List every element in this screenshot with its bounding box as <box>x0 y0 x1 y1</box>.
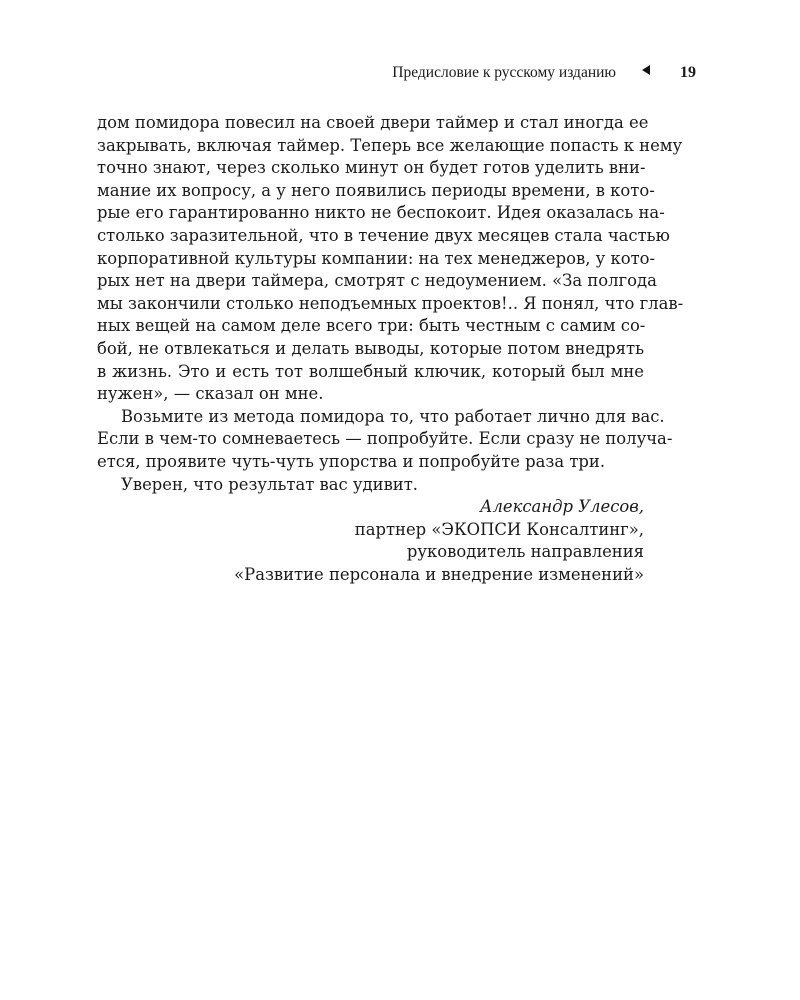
triangle-left-icon <box>642 65 650 75</box>
paragraph-2 <box>97 406 673 474</box>
text-line: рые его гарантированно никто не беспокоит. Идея оказалась на- <box>97 203 665 223</box>
text-line: нужен», — сказал он мне. <box>97 384 324 404</box>
signature-role: руководитель направления <box>406 542 644 562</box>
text-line: мание их вопросу, а у него появились периоды времени, в кото- <box>97 180 655 200</box>
text-line: бой, не отвлекаться и делать выводы, которые потом внедрять <box>97 338 644 358</box>
text-line: ных вещей на самом деле всего три: быть честным с самим со- <box>97 316 646 336</box>
text-line: ется, проявите чуть-чуть упорства и попробуйте раза три. <box>97 451 606 471</box>
text-line: точно знают, через сколько минут он будет готов уделить вни- <box>97 158 646 178</box>
text-line: рых нет на двери таймера, смотрят с недоумением. «За полгода <box>97 271 657 291</box>
text-line: столько заразительной, что в течение двух месяцев стала частью <box>97 225 670 245</box>
text-line: Если в чем-то сомневаетесь — попробуйте. Если сразу не получа- <box>97 429 673 449</box>
body-text <box>97 112 684 586</box>
text-line: закрывать, включая таймер. Теперь все желающие попасть к нему <box>97 135 683 155</box>
paragraph-3 <box>97 474 644 497</box>
text-line: Возьмите из метода помидора то, что работает лично для вас. <box>121 406 665 426</box>
text-line: мы закончили столько неподъемных проектов!.. Я понял, что глав- <box>97 293 684 313</box>
text-line: корпоративной культуры компании: на тех менеджеров, у кото- <box>97 248 656 268</box>
section-title: Предисловие к русскому изданию <box>392 64 616 81</box>
signature-position: партнер «ЭКОПСИ Консалтинг», <box>354 519 644 539</box>
signature-department: «Развитие персонала и внедрение изменений» <box>234 564 644 584</box>
text-line: дом помидора повесил на своей двери таймер и стал иногда ее <box>97 113 649 132</box>
signature-name: Александр Улесов, <box>480 497 644 517</box>
text-line: Уверен, что результат вас удивит. <box>121 474 419 494</box>
paragraph-1 <box>97 112 684 406</box>
text-line: в жизнь. Это и есть тот волшебный ключик, который был мне <box>97 361 644 381</box>
running-head <box>96 64 696 86</box>
page-number: 19 <box>680 64 696 81</box>
signature-block <box>97 496 644 586</box>
